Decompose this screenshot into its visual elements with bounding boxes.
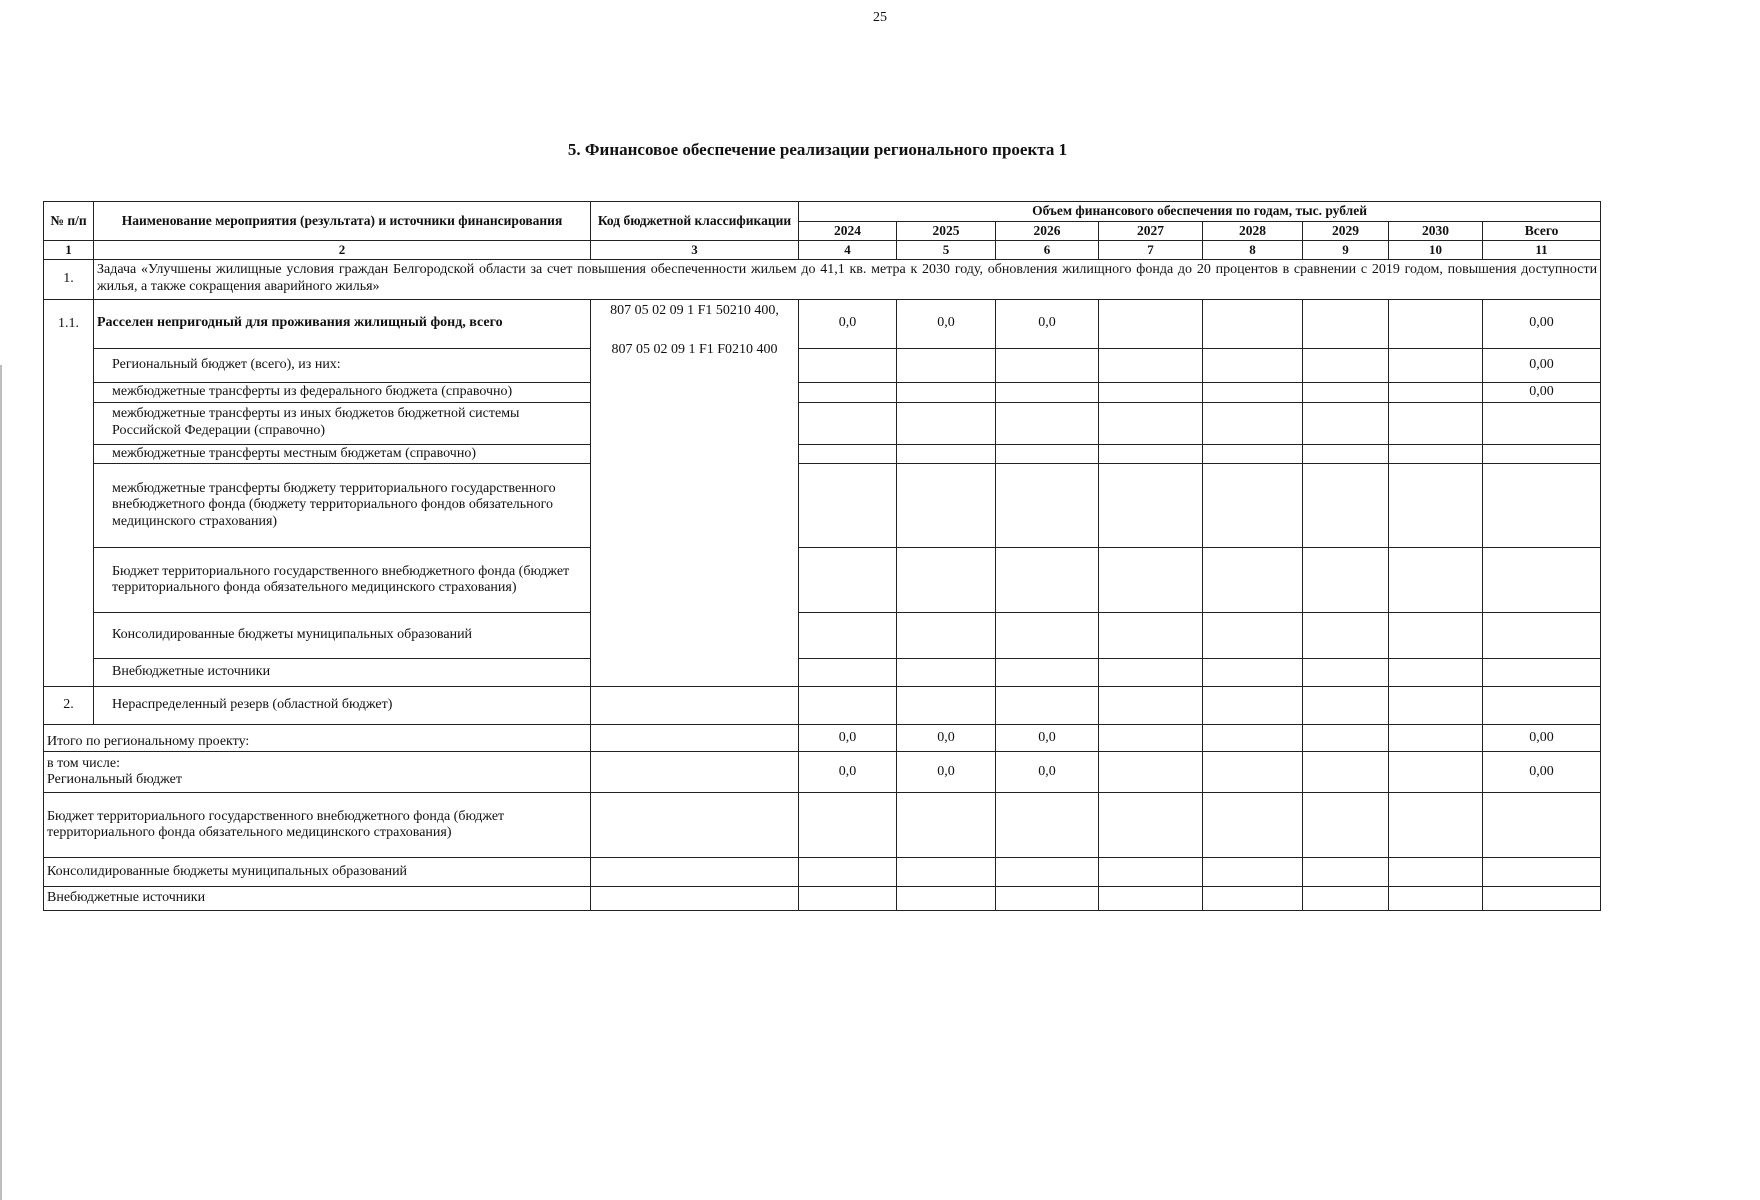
- sub-row-name: межбюджетные трансферты из федерального бюджета (справочно): [94, 382, 591, 402]
- sub-row-name: Внебюджетные источники: [94, 659, 591, 687]
- summary-total-row: [44, 725, 1601, 752]
- value-cell: [897, 464, 996, 548]
- value-cell: [1099, 887, 1203, 911]
- header-year: 2026: [996, 222, 1099, 241]
- value-cell: [1099, 299, 1203, 348]
- item-num: 1.1.: [44, 299, 94, 687]
- summary-municipal-row: [44, 858, 1601, 887]
- value-cell: [1099, 858, 1203, 887]
- value-cell: [1203, 464, 1303, 548]
- value-cell: [897, 382, 996, 402]
- value-cell: [1303, 725, 1389, 752]
- value-cell: [1389, 858, 1483, 887]
- value-cell: [1389, 402, 1483, 444]
- value-cell: [1389, 725, 1483, 752]
- header-volume: Объем финансового обеспечения по годам, тыс. рублей: [799, 202, 1601, 222]
- value-cell: [1203, 382, 1303, 402]
- value-cell: [1099, 464, 1203, 548]
- value-cell: [799, 858, 897, 887]
- sub-row-name: Региональный бюджет (всего), из них:: [94, 348, 591, 382]
- value-cell: [897, 793, 996, 858]
- value-cell: [1303, 348, 1389, 382]
- header-year: 2028: [1203, 222, 1303, 241]
- value-cell: [996, 464, 1099, 548]
- total-cell: [1483, 444, 1601, 464]
- sub-row: [44, 613, 1601, 659]
- column-number: 3: [591, 241, 799, 260]
- value-cell: [897, 348, 996, 382]
- task-num: 1.: [44, 259, 94, 299]
- column-number: 6: [996, 241, 1099, 260]
- value-cell: [1389, 659, 1483, 687]
- header-total: Всего: [1483, 222, 1601, 241]
- value-cell: [897, 887, 996, 911]
- value-cell: [1099, 752, 1203, 793]
- column-number: 9: [1303, 241, 1389, 260]
- value-cell: [996, 548, 1099, 613]
- value-cell: [1303, 752, 1389, 793]
- value-cell: [799, 659, 897, 687]
- value-cell: 0,0: [897, 725, 996, 752]
- value-cell: [1203, 793, 1303, 858]
- value-cell: [799, 793, 897, 858]
- financing-table: [43, 201, 1601, 911]
- sub-row-name: Бюджет территориального государственного внебюджетного фонда (бюджет территориального фонда обязательного медицинского страхования): [94, 548, 591, 613]
- sub-row: [44, 444, 1601, 464]
- summary-total-label: Итого по региональному проекту:: [44, 725, 591, 752]
- value-cell: [1203, 659, 1303, 687]
- column-number: 4: [799, 241, 897, 260]
- value-cell: [1203, 548, 1303, 613]
- value-cell: [799, 444, 897, 464]
- total-cell: [1483, 793, 1601, 858]
- value-cell: [1389, 444, 1483, 464]
- value-cell: [1203, 687, 1303, 725]
- value-cell: 0,0: [799, 299, 897, 348]
- value-cell: 0,0: [996, 752, 1099, 793]
- value-cell: [1203, 444, 1303, 464]
- value-cell: [897, 613, 996, 659]
- sub-row: [44, 382, 1601, 402]
- value-cell: [799, 613, 897, 659]
- budget-code-line: 807 05 02 09 1 F1 50210 400,: [610, 302, 779, 318]
- value-cell: [799, 402, 897, 444]
- task-text: Задача «Улучшены жилищные условия граждан Белгородской области за счет повышения обеспеченности жильем до 41,1 кв. метра к 2030 году, обновления жилищного фонда до 20 процентов в сравнении с 2019 годом, повышения доступности жилья, а также сокращения аварийного жилья»: [94, 259, 1601, 299]
- header-year: 2024: [799, 222, 897, 241]
- column-number: 2: [94, 241, 591, 260]
- summary-offbudget-row: [44, 887, 1601, 911]
- summary-municipal-label: Консолидированные бюджеты муниципальных образований: [44, 858, 591, 887]
- value-cell: 0,0: [996, 725, 1099, 752]
- value-cell: [1303, 687, 1389, 725]
- value-cell: [1099, 725, 1203, 752]
- value-cell: [1203, 725, 1303, 752]
- sub-row-name: межбюджетные трансферты из иных бюджетов бюджетной системы Российской Федерации (справочно): [94, 402, 591, 444]
- total-cell: [1483, 687, 1601, 725]
- regional-budget-label: Региональный бюджет: [47, 772, 182, 788]
- header-code: Код бюджетной классификации: [591, 202, 799, 241]
- total-cell: 0,00: [1483, 752, 1601, 793]
- value-cell: [897, 858, 996, 887]
- value-cell: [1203, 299, 1303, 348]
- value-cell: [1389, 464, 1483, 548]
- value-cell: 0,0: [996, 299, 1099, 348]
- total-cell: [1483, 613, 1601, 659]
- value-cell: 0,0: [897, 752, 996, 793]
- total-cell: [1483, 548, 1601, 613]
- value-cell: [1303, 444, 1389, 464]
- total-cell: [1483, 858, 1601, 887]
- value-cell: [1303, 887, 1389, 911]
- value-cell: [1203, 858, 1303, 887]
- value-cell: [1303, 793, 1389, 858]
- value-cell: [1099, 659, 1203, 687]
- value-cell: [897, 659, 996, 687]
- sub-row-name: межбюджетные трансферты бюджету территориального государственного внебюджетного фонда (бюджету территориального фондов обязательного медицинского страхования): [94, 464, 591, 548]
- value-cell: [799, 348, 897, 382]
- value-cell: [799, 887, 897, 911]
- value-cell: [1389, 887, 1483, 911]
- summary-regional-label-cell: [44, 752, 591, 793]
- sub-row: [44, 659, 1601, 687]
- value-cell: [996, 382, 1099, 402]
- item-name: Расселен непригодный для проживания жилищный фонд, всего: [94, 299, 591, 348]
- value-cell: [1099, 402, 1203, 444]
- total-cell: [1483, 464, 1601, 548]
- value-cell: [1303, 548, 1389, 613]
- value-cell: [799, 382, 897, 402]
- total-cell: 0,00: [1483, 299, 1601, 348]
- summary-tfoms-row: [44, 793, 1601, 858]
- value-cell: [996, 613, 1099, 659]
- value-cell: [1303, 464, 1389, 548]
- item-1-1-row: [44, 299, 1601, 348]
- value-cell: [1303, 659, 1389, 687]
- value-cell: [897, 687, 996, 725]
- item-name: Нераспределенный резерв (областной бюджет): [94, 687, 591, 725]
- header-name: Наименование мероприятия (результата) и источники финансирования: [94, 202, 591, 241]
- total-cell: 0,00: [1483, 348, 1601, 382]
- value-cell: [1389, 382, 1483, 402]
- value-cell: [799, 548, 897, 613]
- value-cell: [799, 464, 897, 548]
- budget-code-cell: [591, 725, 799, 752]
- value-cell: 0,0: [799, 752, 897, 793]
- summary-offbudget-label: Внебюджетные источники: [44, 887, 591, 911]
- value-cell: [1099, 613, 1203, 659]
- total-cell: 0,00: [1483, 725, 1601, 752]
- budget-code-line: 807 05 02 09 1 F1 F0210 400: [611, 341, 778, 357]
- item-num: 2.: [44, 687, 94, 725]
- value-cell: [897, 402, 996, 444]
- value-cell: [1303, 858, 1389, 887]
- sub-row: [44, 548, 1601, 613]
- budget-code-cell: [591, 858, 799, 887]
- task-row: [44, 259, 1601, 299]
- value-cell: [897, 548, 996, 613]
- total-cell: [1483, 402, 1601, 444]
- budget-code-cell: [591, 887, 799, 911]
- budget-code-cell: [591, 752, 799, 793]
- value-cell: [1099, 548, 1203, 613]
- value-cell: 0,0: [799, 725, 897, 752]
- value-cell: [1303, 613, 1389, 659]
- value-cell: [1389, 752, 1483, 793]
- value-cell: [1389, 548, 1483, 613]
- value-cell: [1099, 687, 1203, 725]
- value-cell: [1203, 752, 1303, 793]
- column-number: 11: [1483, 241, 1601, 260]
- sub-row: [44, 348, 1601, 382]
- value-cell: [1099, 348, 1203, 382]
- column-number: 8: [1203, 241, 1303, 260]
- document-title: 5. Финансовое обеспечение реализации регионального проекта 1: [567, 140, 1068, 159]
- budget-code-cell: [591, 793, 799, 858]
- value-cell: [996, 687, 1099, 725]
- value-cell: [996, 793, 1099, 858]
- value-cell: 0,0: [897, 299, 996, 348]
- column-number: 1: [44, 241, 94, 260]
- value-cell: [996, 659, 1099, 687]
- scan-edge-line: [0, 365, 2, 1200]
- column-number-row: [44, 241, 1601, 260]
- value-cell: [1099, 793, 1203, 858]
- column-number: 10: [1389, 241, 1483, 260]
- budget-code-cell: [591, 687, 799, 725]
- value-cell: [1389, 687, 1483, 725]
- header-num: № п/п: [44, 202, 94, 241]
- value-cell: [996, 858, 1099, 887]
- sub-row-name: межбюджетные трансферты местным бюджетам (справочно): [94, 444, 591, 464]
- value-cell: [1203, 348, 1303, 382]
- summary-regional-row: [44, 752, 1601, 793]
- page-number: 25: [873, 10, 887, 25]
- budget-code-cell: [591, 299, 799, 687]
- item-2-row: [44, 687, 1601, 725]
- total-cell: [1483, 659, 1601, 687]
- value-cell: [1203, 402, 1303, 444]
- header-year: 2025: [897, 222, 996, 241]
- value-cell: [799, 687, 897, 725]
- total-cell: 0,00: [1483, 382, 1601, 402]
- value-cell: [1389, 613, 1483, 659]
- summary-tfoms-label: Бюджет территориального государственного внебюджетного фонда (бюджет территориального фонда обязательного медицинского страхования): [44, 793, 591, 858]
- value-cell: [996, 402, 1099, 444]
- including-label: в том числе:: [47, 755, 120, 771]
- header-year: 2027: [1099, 222, 1203, 241]
- sub-row: [44, 402, 1601, 444]
- sub-row-name: Консолидированные бюджеты муниципальных образований: [94, 613, 591, 659]
- value-cell: [1389, 348, 1483, 382]
- value-cell: [996, 887, 1099, 911]
- header-year: 2029: [1303, 222, 1389, 241]
- value-cell: [996, 444, 1099, 464]
- value-cell: [1389, 299, 1483, 348]
- column-number: 7: [1099, 241, 1203, 260]
- value-cell: [1203, 613, 1303, 659]
- value-cell: [1303, 382, 1389, 402]
- sub-row: [44, 464, 1601, 548]
- header-row-1: [44, 202, 1601, 222]
- header-year: 2030: [1389, 222, 1483, 241]
- total-cell: [1483, 887, 1601, 911]
- value-cell: [897, 444, 996, 464]
- value-cell: [1303, 299, 1389, 348]
- value-cell: [996, 348, 1099, 382]
- value-cell: [1099, 444, 1203, 464]
- value-cell: [1389, 793, 1483, 858]
- value-cell: [1203, 887, 1303, 911]
- column-number: 5: [897, 241, 996, 260]
- value-cell: [1303, 402, 1389, 444]
- value-cell: [1099, 382, 1203, 402]
